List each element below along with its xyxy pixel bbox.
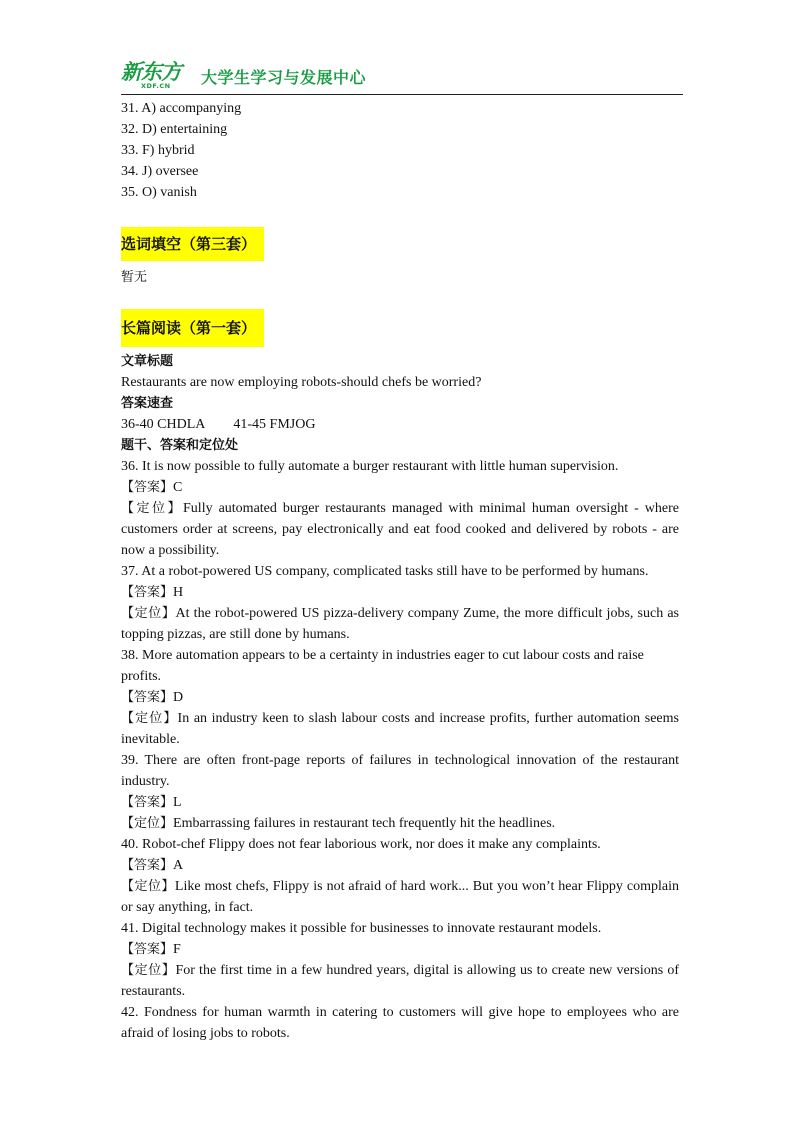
locate-37: 【定位】At the robot-powered US pizza-delivery company Zume, the more difficult jobs, such as topping pizzas, are still done by humans.: [121, 606, 679, 642]
question-40: 40. Robot-chef Flippy does not fear laborious work, nor does it make any complaints.: [121, 837, 601, 852]
section-heading-cloze-3: 选词填空（第三套）: [121, 227, 264, 261]
document-body: [121, 98, 679, 1044]
answer-41: 【答案】F: [121, 942, 181, 957]
locate-36: 【定位】Fully automated burger restaurants managed with minimal human oversight - where customers order at screens, pay electronically and eat food cooked and delivered by robots - are now a possibility.: [121, 501, 679, 558]
page-header: [121, 58, 683, 96]
question-36: 36. It is now possible to fully automate a burger restaurant with little human supervision.: [121, 459, 619, 474]
answer-line-34: 34. J) oversee: [121, 164, 199, 179]
answer-quick-36-40: 36-40 CHDLA: [121, 417, 206, 432]
answer-38: 【答案】D: [121, 690, 184, 705]
question-37: 37. At a robot-powered US company, complicated tasks still have to be performed by humans.: [121, 564, 649, 579]
locate-40: 【定位】Like most chefs, Flippy is not afraid of hard work... But you won’t hear Flippy complain or say anything, in fact.: [121, 879, 679, 915]
question-41: 41. Digital technology makes it possible for businesses to innovate restaurant models.: [121, 921, 602, 936]
answer-37: 【答案】H: [121, 585, 184, 600]
answer-quick-41-45: 41-45 FMJOG: [233, 417, 316, 432]
section-note: 暂无: [121, 270, 148, 285]
header-divider: [121, 94, 683, 95]
header-title: 大学生学习与发展中心: [201, 68, 367, 87]
answer-line-35: 35. O) vanish: [121, 185, 197, 200]
answer-39: 【答案】L: [121, 795, 182, 810]
answer-line-31: 31. A) accompanying: [121, 101, 242, 116]
question-38: 38. More automation appears to be a certainty in industries eager to cut labour costs and raise profits.: [121, 648, 644, 684]
locate-39: 【定位】Embarrassing failures in restaurant tech frequently hit the headlines.: [121, 816, 556, 831]
question-39: 39. There are often front-page reports of failures in technological innovation of the restaurant industry.: [121, 753, 679, 789]
locate-38: 【定位】In an industry keen to slash labour costs and increase profits, further automation seems inevitable.: [121, 711, 679, 747]
article-title: Restaurants are now employing robots-should chefs be worried?: [121, 375, 482, 390]
answer-line-33: 33. F) hybrid: [121, 143, 195, 158]
answer-quick-line: [121, 414, 679, 435]
answer-40: 【答案】A: [121, 858, 184, 873]
question-42: 42. Fondness for human warmth in catering to customers will give hope to employees who are afraid of losing jobs to robots.: [121, 1005, 679, 1041]
answer-36: 【答案】C: [121, 480, 183, 495]
section-heading-long-reading-1: 长篇阅读（第一套）: [121, 309, 264, 347]
logo-subtext: XDF.CN: [141, 82, 171, 90]
answer-quick-label: 答案速查: [121, 396, 174, 411]
detail-label: 题干、答案和定位处: [121, 438, 239, 453]
logo-text: 新东方: [121, 60, 181, 84]
xdf-logo: [121, 60, 193, 94]
article-title-label: 文章标题: [121, 354, 174, 369]
locate-41: 【定位】For the first time in a few hundred years, digital is allowing us to create new versions of restaurants.: [121, 963, 679, 999]
answer-line-32: 32. D) entertaining: [121, 122, 228, 137]
